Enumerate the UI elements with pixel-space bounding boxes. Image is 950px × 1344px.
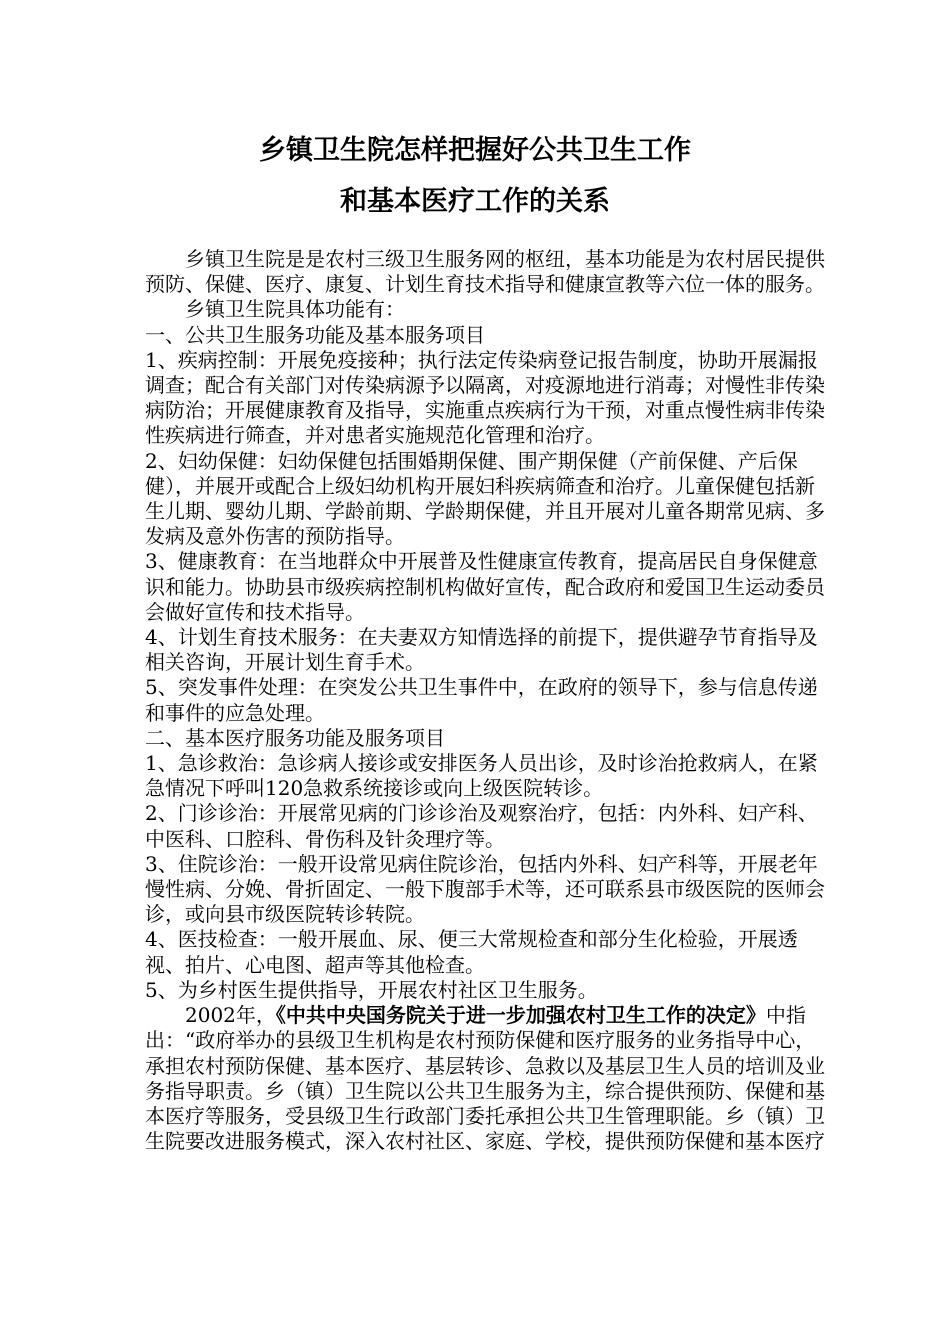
paragraph-2002-decision bbox=[145, 1003, 830, 1154]
section-heading-public-health: 一、公共卫生服务功能及基本服务项目 bbox=[145, 322, 485, 347]
section-heading-basic-medical: 二、基本医疗服务功能及服务项目 bbox=[145, 725, 445, 750]
decision-title: 《中共中央国务院关于进一步加强农村卫生工作的决定》 bbox=[275, 1003, 766, 1028]
list-item-maternal-child-health: 2、妇幼保健：妇幼保健包括围婚期保健、围产期保健（产前保健、产后保健），并展开或配合上级妇幼机构开展妇科疾病筛查和治疗。儿童保健包括新生儿期、婴幼儿期、学龄前期、学龄期保健，并且开展对儿童各期常见病、多发病及意外伤害的预防指导。 bbox=[145, 448, 825, 549]
list-item-health-education: 3、健康教育：在当地群众中开展普及性健康宣传教育，提高居民自身保健意识和能力。协助县市级疾病控制机构做好宣传，配合政府和爱国卫生运动委员会做好宣传和技术指导。 bbox=[145, 549, 825, 624]
decision-quote: 中指出：“政府举办的县级卫生机构是农村预防保健和医疗服务的业务指导中心，承担农村预防保健、基本医疗、基层转诊、急救以及基层卫生人员的培训及业务指导职责。乡（镇）卫生院以公共卫生服务为主，综合提供预防、保健和基本医疗等服务，受县级卫生行政部门委托承担公共卫生管理职能。乡（镇）卫生院要改进服务模式，深入农村社区、家庭、学校，提供预防保健和基本医疗 bbox=[145, 1003, 825, 1154]
list-item-disease-control: 1、疾病控制：开展免疫接种；执行法定传染病登记报告制度，协助开展漏报调查；配合有关部门对传染病源予以隔离，对疫源地进行消毒；对慢性非传染病防治；开展健康教育及指导，实施重点疾病行为干预，对重点慢性病非传染性疾病进行筛查，并对患者实施规范化管理和治疗。 bbox=[145, 347, 825, 448]
paragraph-intro: 乡镇卫生院是是农村三级卫生服务网的枢纽，基本功能是为农村居民提供预防、保健、医疗、康复、计划生育技术指导和健康宣教等六位一体的服务。 bbox=[145, 247, 825, 297]
list-item-inpatient: 3、住院诊治：一般开设常见病住院诊治，包括内外科、妇产科等，开展老年慢性病、分娩、骨折固定、一般下腹部手术等，还可联系县市级医院的医师会诊，或向县市级医院转诊转院。 bbox=[145, 851, 825, 927]
list-item-medical-tests: 4、医技检查：一般开展血、尿、便三大常规检查和部分生化检验，开展透视、拍片、心电图、超声等其他检查。 bbox=[145, 927, 798, 977]
decision-year: 2002年， bbox=[185, 1003, 276, 1028]
paragraph-functions-lead: 乡镇卫生院具体功能有： bbox=[185, 297, 405, 322]
document-body bbox=[145, 247, 830, 1154]
list-item-family-planning: 4、计划生育技术服务：在夫妻双方知情选择的前提下，提供避孕节育指导及相关咨询，开展计划生育手术。 bbox=[145, 625, 818, 675]
list-item-village-doctor-guidance: 5、为乡村医生提供指导，开展农村社区卫生服务。 bbox=[145, 977, 598, 1002]
list-item-emergency-treatment: 1、急诊救治：急诊病人接诊或安排医务人员出诊，及时诊治抢救病人，在紧急情况下呼叫120急救系统接诊或向上级医院转诊。 bbox=[145, 751, 818, 801]
list-item-outpatient: 2、门诊诊治：开展常见病的门诊诊治及观察治疗，包括：内外科、妇产科、中医科、口腔科、骨伤科及针灸理疗等。 bbox=[145, 801, 818, 851]
title-line-2: 和基本医疗工作的关系 bbox=[340, 186, 610, 217]
title-line-1: 乡镇卫生院怎样把握好公共卫生工作 bbox=[259, 135, 691, 166]
list-item-emergency-events: 5、突发事件处理：在突发公共卫生事件中，在政府的领导下，参与信息传递和事件的应急处理。 bbox=[145, 675, 818, 725]
